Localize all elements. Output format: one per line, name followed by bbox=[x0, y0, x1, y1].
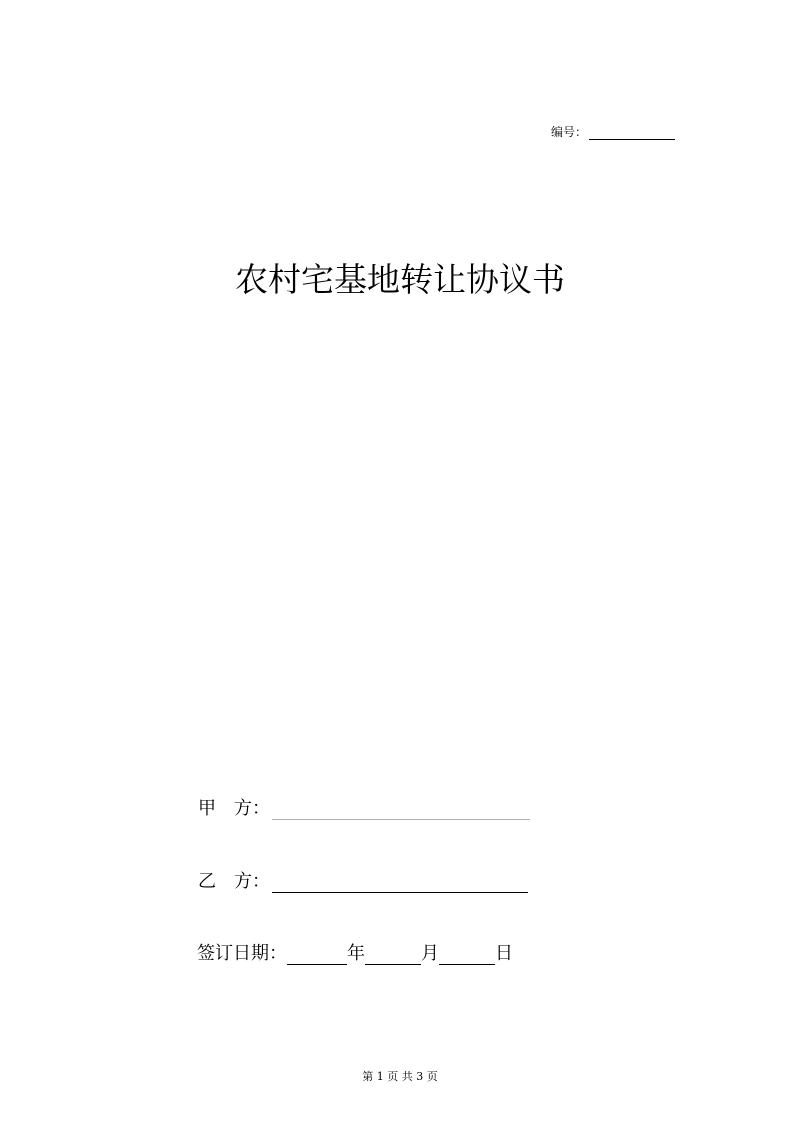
day-blank-line bbox=[439, 946, 495, 965]
year-blank-line bbox=[287, 946, 347, 965]
party-b-field bbox=[198, 867, 528, 893]
signing-date-field bbox=[197, 939, 513, 965]
page-footer: 第 1 页 共 3 页 bbox=[362, 1070, 438, 1083]
serial-label: 编号： bbox=[551, 125, 588, 139]
party-b-label: 乙 方： bbox=[198, 871, 270, 892]
signing-date-label: 签订日期： bbox=[197, 943, 287, 964]
document-title: 农村宅基地转让协议书 bbox=[235, 260, 565, 299]
serial-blank-line bbox=[589, 126, 675, 140]
party-a-field bbox=[198, 794, 530, 820]
year-label: 年 bbox=[347, 943, 365, 964]
party-b-blank-line bbox=[272, 874, 528, 893]
party-a-label: 甲 方： bbox=[198, 798, 270, 819]
month-label: 月 bbox=[421, 943, 439, 964]
serial-number bbox=[551, 123, 675, 140]
party-a-blank-line bbox=[272, 801, 530, 820]
day-label: 日 bbox=[495, 943, 513, 964]
month-blank-line bbox=[365, 946, 421, 965]
